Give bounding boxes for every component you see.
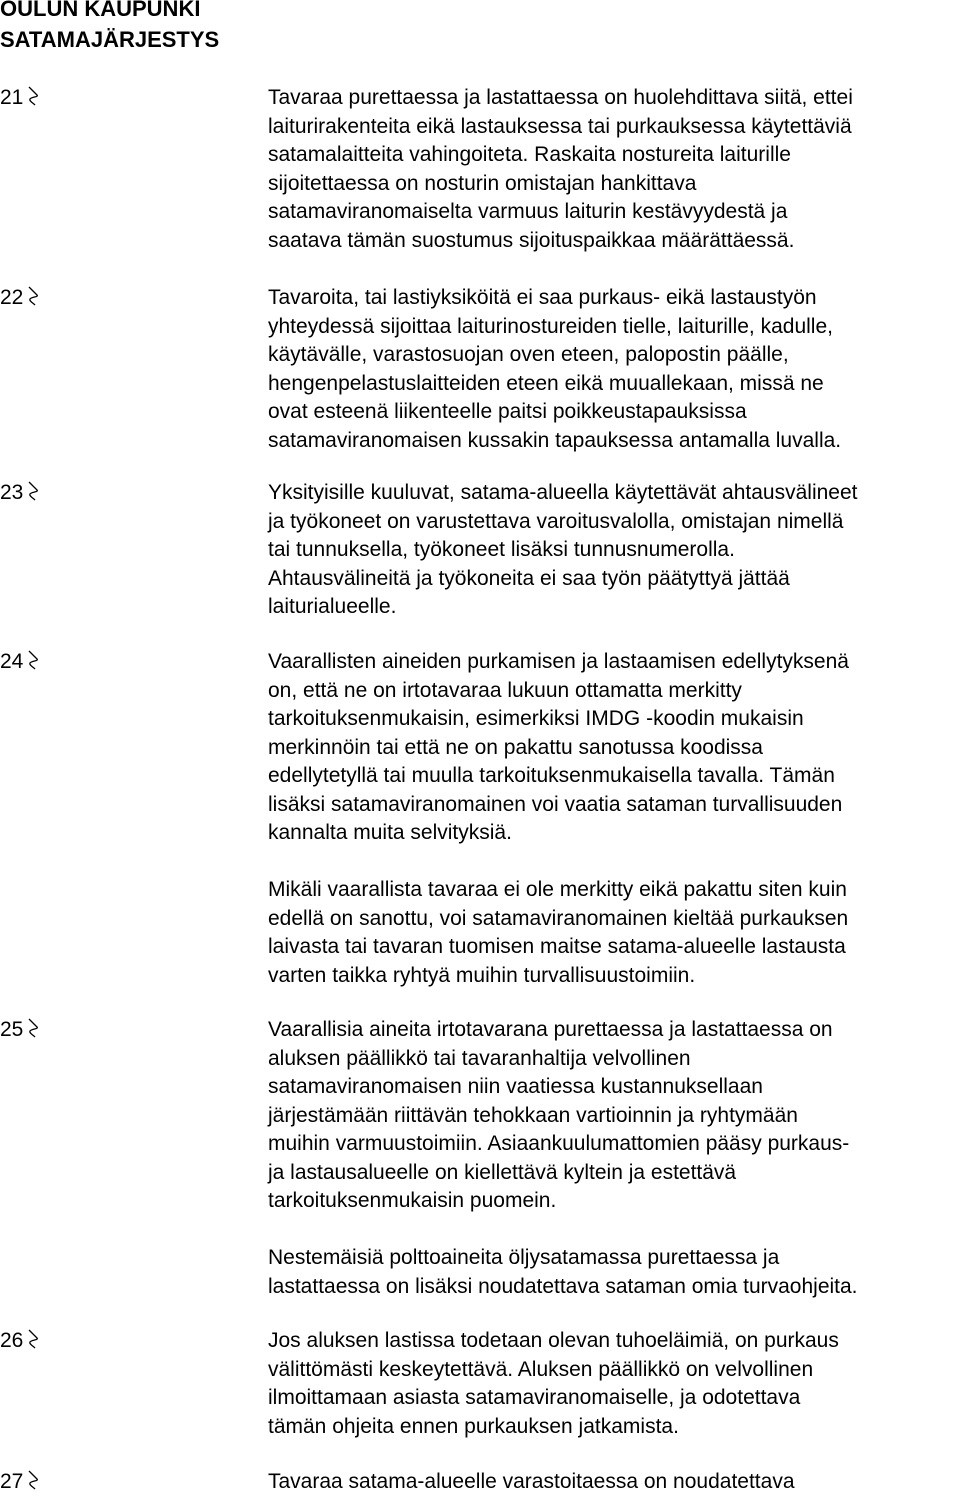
section-sign-icon [27,1469,41,1493]
section-sign-icon [27,649,41,673]
section-number: 26 [0,1329,24,1352]
section-paragraph: Tavaroita, tai lastiyksiköitä ei saa purkaus- eikä lastaustyön yhteydessä sijoittaa laiturinostureiden tielle, laiturille, kadulle, käytävälle, varastosuojan oven eteen, palopostin päälle, hengenpelastuslaitteiden eteen eikä muuallekaan, missä ne ovat esteenä liikenteelle paitsi poikkeustapauksissa satamaviranomaisen kussakin tapauksessa antamalla luvalla. [268,286,842,452]
section-number: 21 [0,86,24,109]
section-paragraph: Nestemäisiä polttoaineita öljysatamassa purettaessa ja lastattaessa on lisäksi noudatettava sataman omia turvaohjeita. [268,1246,858,1298]
section-paragraph: Vaarallisten aineiden purkamisen ja lastaamisen edellytyksenä on, että ne on irtotavaraa lukuun ottamatta merkitty tarkoituksenmukaisin, esimerkiksi IMDG -koodin mukaisin merkinnöin tai että ne on pakattu sanotussa koodissa edellytetyllä tai muulla tarkoituksenmukaisella tavalla. Tämän lisäksi satamaviranomainen voi vaatia sataman turvallisuuden kannalta muita selvityksiä. [268,650,849,844]
section-body [268,479,960,622]
section-paragraph: Tavaraa satama-alueelle varastoitaessa on noudatettava [268,1470,795,1493]
section-paragraph: Mikäli vaarallista tavaraa ei ole merkitty eikä pakattu siten kuin edellä on sanottu, voi satamaviranomainen kieltää purkauksen laivasta tai tavaran tuomisen maitse satama-alueelle lastausta varten taikka ryhtyä muihin turvallisuustoimiin. [268,878,849,987]
section-sign-icon [27,85,41,109]
section-number-23 [0,479,41,508]
header-city: OULUN KAUPUNKI [0,0,201,21]
section-number: 24 [0,650,24,673]
section-body [268,1016,960,1301]
section-number: 25 [0,1018,24,1041]
section-number-24 [0,648,41,677]
section-paragraph: Yksityisille kuuluvat, satama-alueella käytettävät ahtausvälineet ja työkoneet on varustettava varoitusvalolla, omistajan nimellä tai tunnuksella, työkoneet lisäksi tunnusnumerolla. Ahtausvälineitä ja työkoneita ei saa työn päätyttyä jättää laiturialueelle. [268,481,858,618]
header-title: SATAMAJÄRJESTYS [0,27,220,52]
section-sign-icon [27,1328,41,1352]
section-number: 22 [0,286,24,309]
document-header [0,0,219,55]
section-body [268,648,960,990]
section-number: 27 [0,1470,24,1493]
section-paragraph: Jos aluksen lastissa todetaan olevan tuhoeläimiä, on purkaus välittömästi keskeytettävä. Aluksen päällikkö on velvollinen ilmoittamaan asiasta satamaviranomaiselle, ja odotettava tämän ohjeita ennen purkauksen jatkamista. [268,1329,839,1438]
section-body [268,84,960,255]
section-number-26 [0,1327,41,1356]
section-sign-icon [27,480,41,504]
section-sign-icon [27,1017,41,1041]
section-number-22 [0,284,41,313]
section-body [268,1468,960,1497]
section-number-25 [0,1016,41,1045]
section-number-21 [0,84,41,113]
section-paragraph: Tavaraa purettaessa ja lastattaessa on huolehdittava siitä, ettei laiturirakenteita eikä lastauksessa tai purkauksessa käytettäviä satamalaitteita vahingoiteta. Raskaita nostureita laiturille sijoitettaessa on nosturin omistajan hankittava satamaviranomaiselta varmuus laiturin kestävyydestä ja saatava tämän suostumus sijoituspaikkaa määrättäessä. [268,86,853,252]
section-number: 23 [0,481,24,504]
section-sign-icon [27,285,41,309]
section-body [268,1327,960,1441]
section-body [268,284,960,455]
section-number-27 [0,1468,41,1497]
section-paragraph: Vaarallisia aineita irtotavarana purettaessa ja lastattaessa on aluksen päällikkö tai tavaranhaltija velvollinen satamaviranomaisen niin vaatiessa kustannuksellaan järjestämään riittävän tehokkaan vartioinnin ja ryhtymään muihin varmuustoimiin. Asiaankuulumattomien pääsy purkaus- ja lastausalueelle on kiellettävä kyltein ja estettävä tarkoituksenmukaisin puomein. [268,1018,850,1212]
